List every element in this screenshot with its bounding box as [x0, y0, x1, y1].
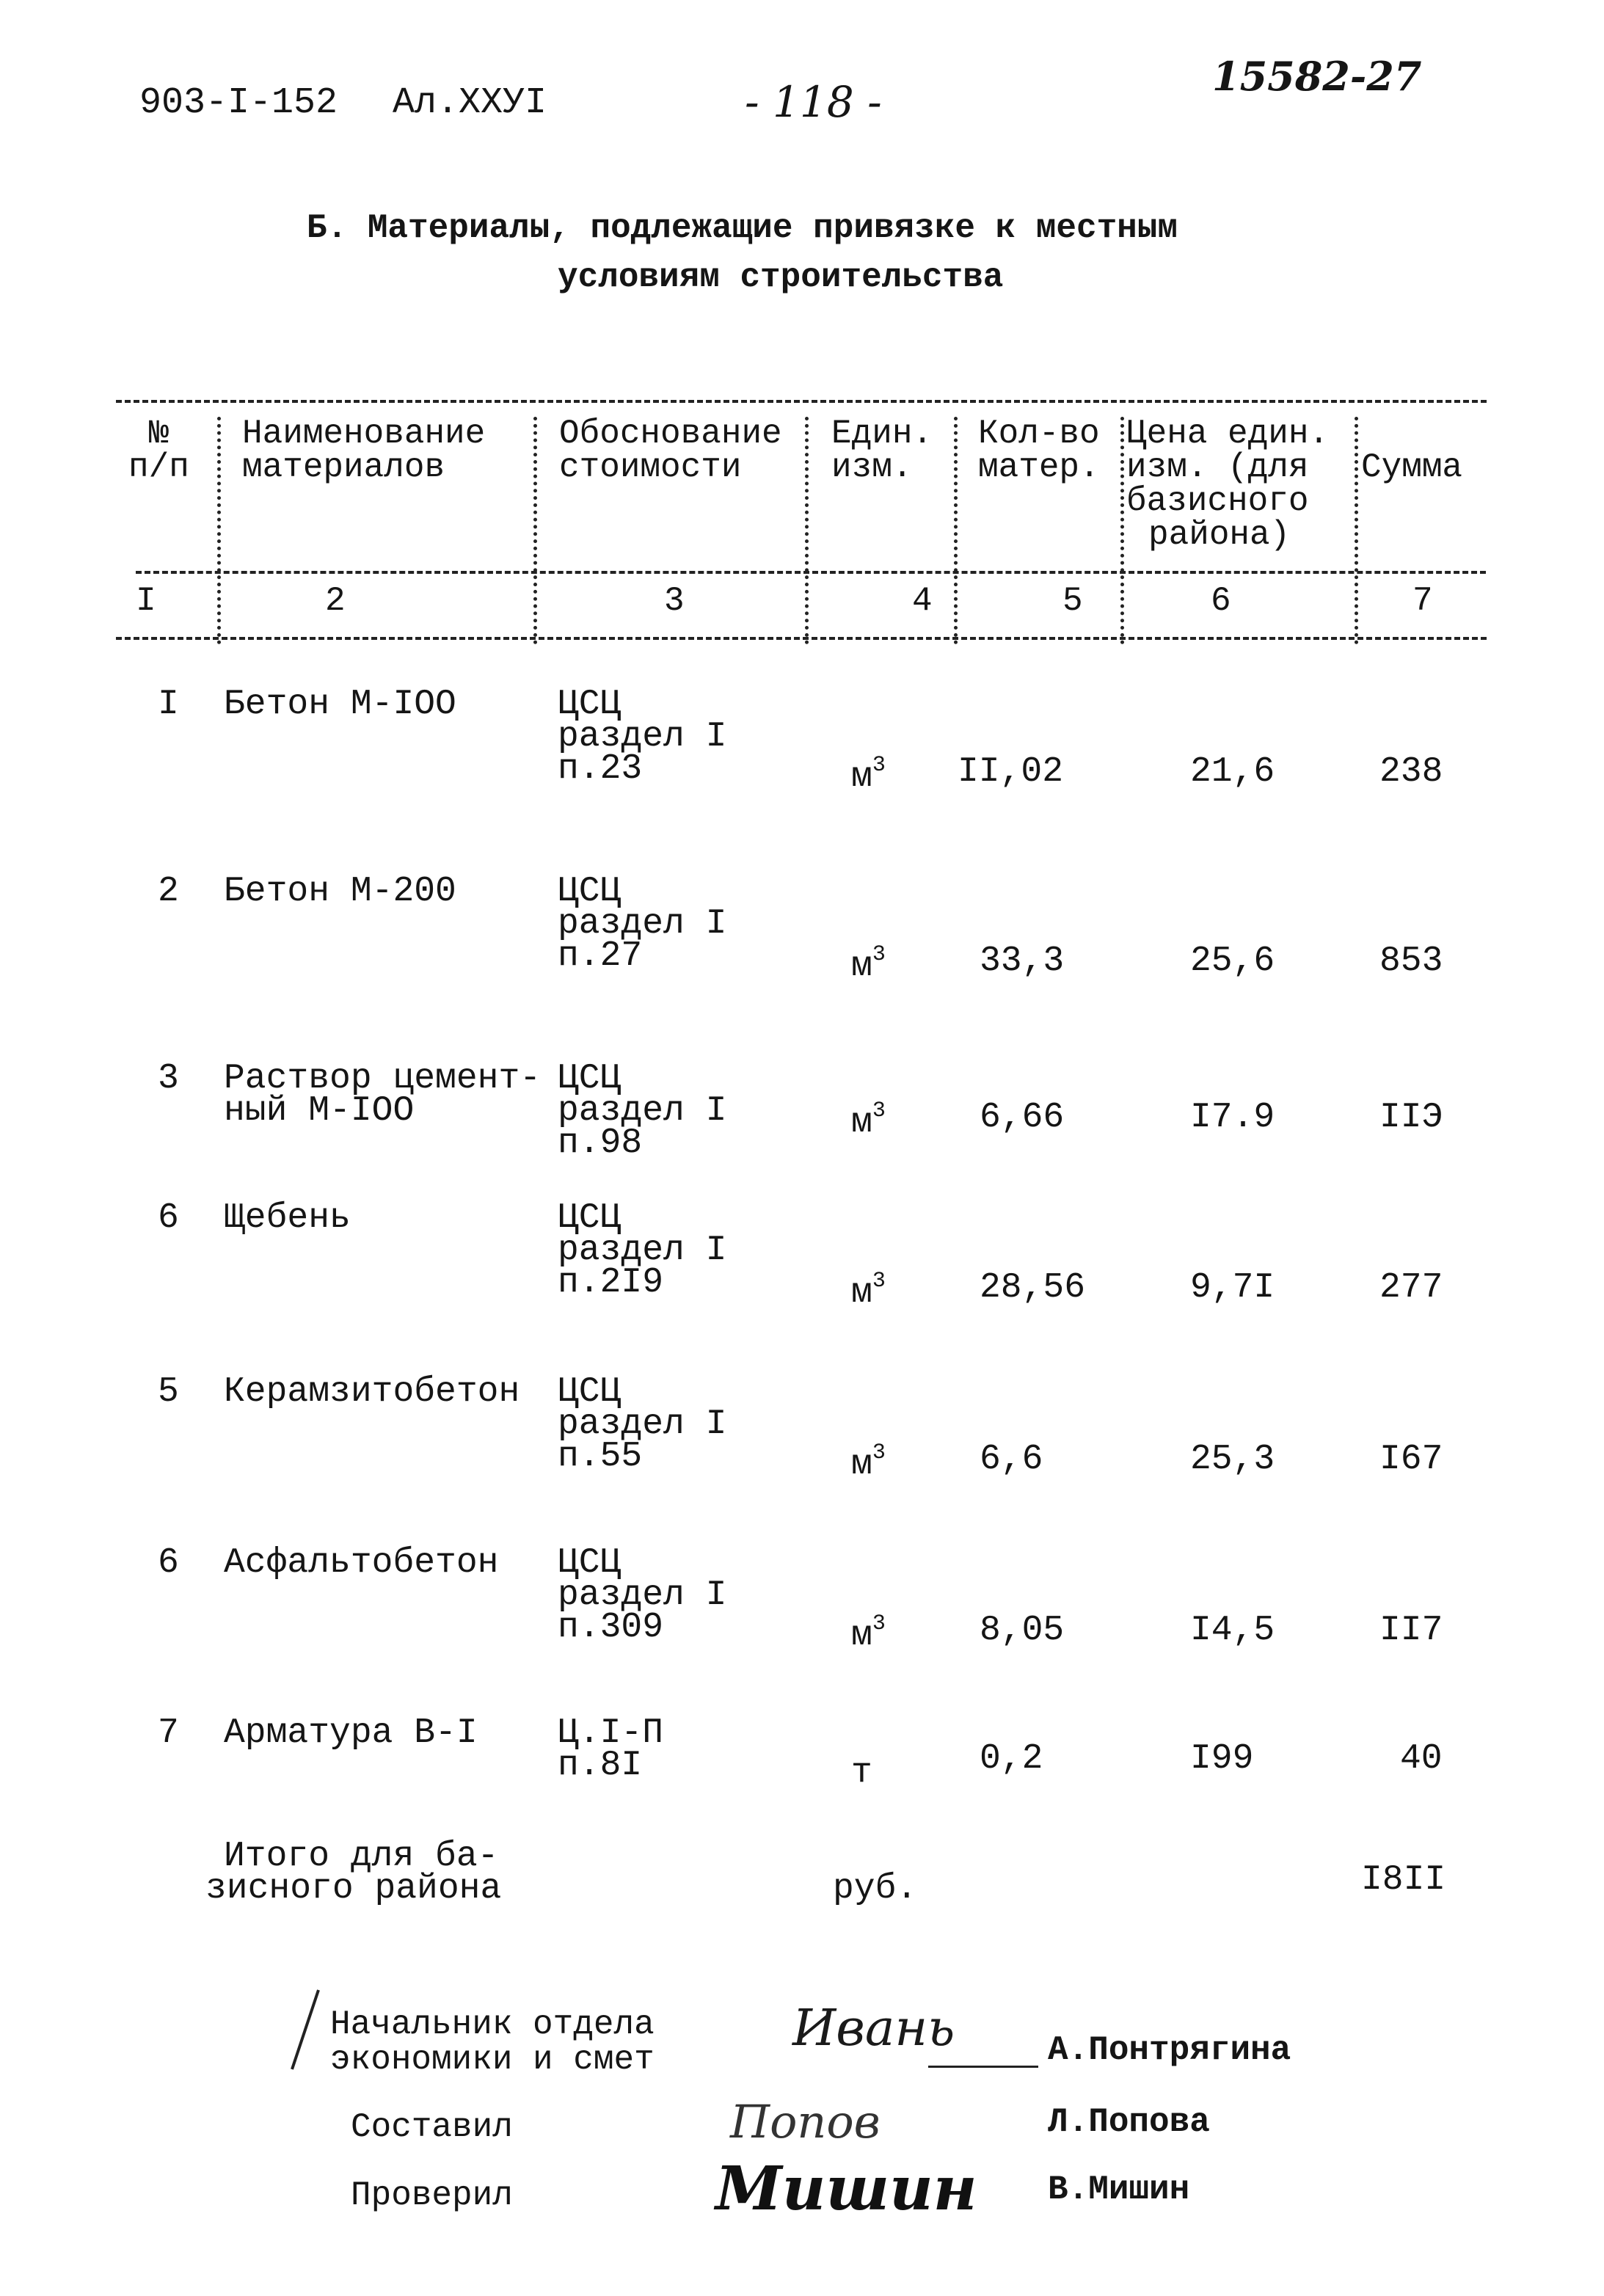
column-number-6: 6	[1211, 582, 1231, 620]
section-subtitle: условиям строительства	[558, 258, 1004, 296]
header-quantity: Кол-во матер.	[978, 415, 1100, 486]
handwritten-signature: Ивань	[792, 2000, 955, 2058]
handwritten-signature: Попов	[730, 2095, 881, 2149]
col-separator-6	[1355, 417, 1358, 644]
signer-role: Проверил	[351, 2176, 513, 2215]
row-number: 3	[158, 1059, 179, 1098]
slash-mark	[288, 1987, 324, 2075]
column-number-1: I	[136, 582, 156, 620]
album-number: Ал.XXУI	[393, 82, 547, 124]
total-unit: руб.	[833, 1869, 918, 1909]
document-code: 903-I-152	[139, 82, 338, 124]
signer-name: Л.Попова	[1048, 2103, 1210, 2141]
header-unit: Един. изм.	[831, 415, 933, 486]
header-unit-price: Цена един. изм. (для базисного района)	[1126, 415, 1330, 554]
table-header-rule	[136, 571, 1486, 574]
row-number: 2	[158, 872, 179, 911]
quantity: 33,3	[980, 941, 1065, 981]
unit-price: 25,6	[1190, 941, 1275, 981]
col-separator-5	[1120, 417, 1124, 644]
col-separator-4	[954, 417, 958, 644]
signer-name: В.Мишин	[1048, 2171, 1190, 2209]
header-row-number: № п/п	[128, 415, 189, 486]
sum: 238	[1379, 752, 1443, 792]
unit: т	[851, 1753, 872, 1793]
unit-price: 21,6	[1190, 752, 1275, 792]
unit: $м^3$	[851, 942, 886, 986]
sum: 853	[1379, 941, 1443, 981]
material-name: Щебень	[224, 1198, 351, 1238]
handwritten-signature: Мишин	[715, 2154, 977, 2224]
cost-basis: ЦСЦ раздел I п.23	[558, 685, 727, 789]
quantity: 28,56	[980, 1268, 1086, 1308]
cost-basis: ЦСЦ раздел I п.55	[558, 1372, 727, 1476]
sum: I67	[1379, 1440, 1443, 1479]
section-title: Б. Материалы, подлежащие привязке к местным	[307, 209, 1178, 247]
unit: $м^3$	[851, 1098, 886, 1142]
sum: II7	[1379, 1611, 1443, 1650]
material-name: Бетон М-IOO	[224, 685, 456, 724]
column-number-3: 3	[664, 582, 685, 620]
sheet-number: 15582-27	[1212, 53, 1422, 100]
material-name: Арматура В-I	[224, 1713, 478, 1753]
page-number: - 118 -	[745, 77, 882, 127]
column-number-2: 2	[325, 582, 346, 620]
column-number-4: 4	[912, 582, 933, 620]
header-material-name: Наименование материалов	[242, 415, 486, 486]
signature-underline	[928, 2066, 1038, 2068]
cost-basis: ЦСЦ раздел I п.98	[558, 1059, 727, 1163]
column-number-7: 7	[1412, 582, 1433, 620]
unit: $м^3$	[851, 753, 886, 797]
table-column-number-rule	[116, 637, 1487, 640]
unit-price: 25,3	[1190, 1440, 1275, 1479]
col-separator-2	[533, 417, 537, 644]
material-name: Керамзитобетон	[224, 1372, 520, 1412]
unit-price: I4,5	[1190, 1611, 1275, 1650]
row-number: 6	[158, 1543, 179, 1583]
sum: 40	[1400, 1739, 1443, 1779]
quantity: 6,6	[980, 1440, 1043, 1479]
column-number-5: 5	[1062, 582, 1083, 620]
cost-basis: Ц.I-П п.8I	[558, 1713, 664, 1785]
signer-name: А.Понтрягина	[1048, 2031, 1291, 2069]
table-top-rule	[116, 400, 1487, 403]
row-number: 6	[158, 1198, 179, 1238]
header-cost-basis: Обоснование стоимости	[559, 415, 782, 486]
total-label: Итого для ба- зисного района	[205, 1837, 502, 1909]
row-number: 5	[158, 1372, 179, 1412]
unit: $м^3$	[851, 1269, 886, 1313]
quantity: 8,05	[980, 1611, 1065, 1650]
signer-role: Составил	[351, 2108, 513, 2146]
header-sum: Сумма	[1361, 448, 1463, 486]
row-number: I	[158, 685, 179, 724]
unit: $м^3$	[851, 1611, 886, 1655]
cost-basis: ЦСЦ раздел I п.27	[558, 872, 727, 976]
unit: $м^3$	[851, 1440, 886, 1484]
signer-role: Начальник отдела экономики и смет	[330, 2005, 655, 2079]
quantity: II,02	[958, 752, 1064, 792]
quantity: 0,2	[980, 1739, 1043, 1779]
quantity: 6,66	[980, 1098, 1065, 1137]
total-sum: I8II	[1361, 1860, 1446, 1900]
sum: IIЭ	[1379, 1098, 1443, 1137]
material-name: Бетон М-200	[224, 872, 456, 911]
unit-price: I7.9	[1190, 1098, 1275, 1137]
material-name: Асфальтобетон	[224, 1543, 499, 1583]
unit-price: 9,7I	[1190, 1268, 1275, 1308]
unit-price: I99	[1190, 1739, 1254, 1779]
row-number: 7	[158, 1713, 179, 1753]
material-name: Раствор цемент- ный М-IOO	[224, 1059, 542, 1131]
col-separator-3	[805, 417, 809, 644]
cost-basis: ЦСЦ раздел I п.2I9	[558, 1198, 727, 1302]
col-separator-1	[217, 417, 221, 644]
sum: 277	[1379, 1268, 1443, 1308]
cost-basis: ЦСЦ раздел I п.309	[558, 1543, 727, 1647]
